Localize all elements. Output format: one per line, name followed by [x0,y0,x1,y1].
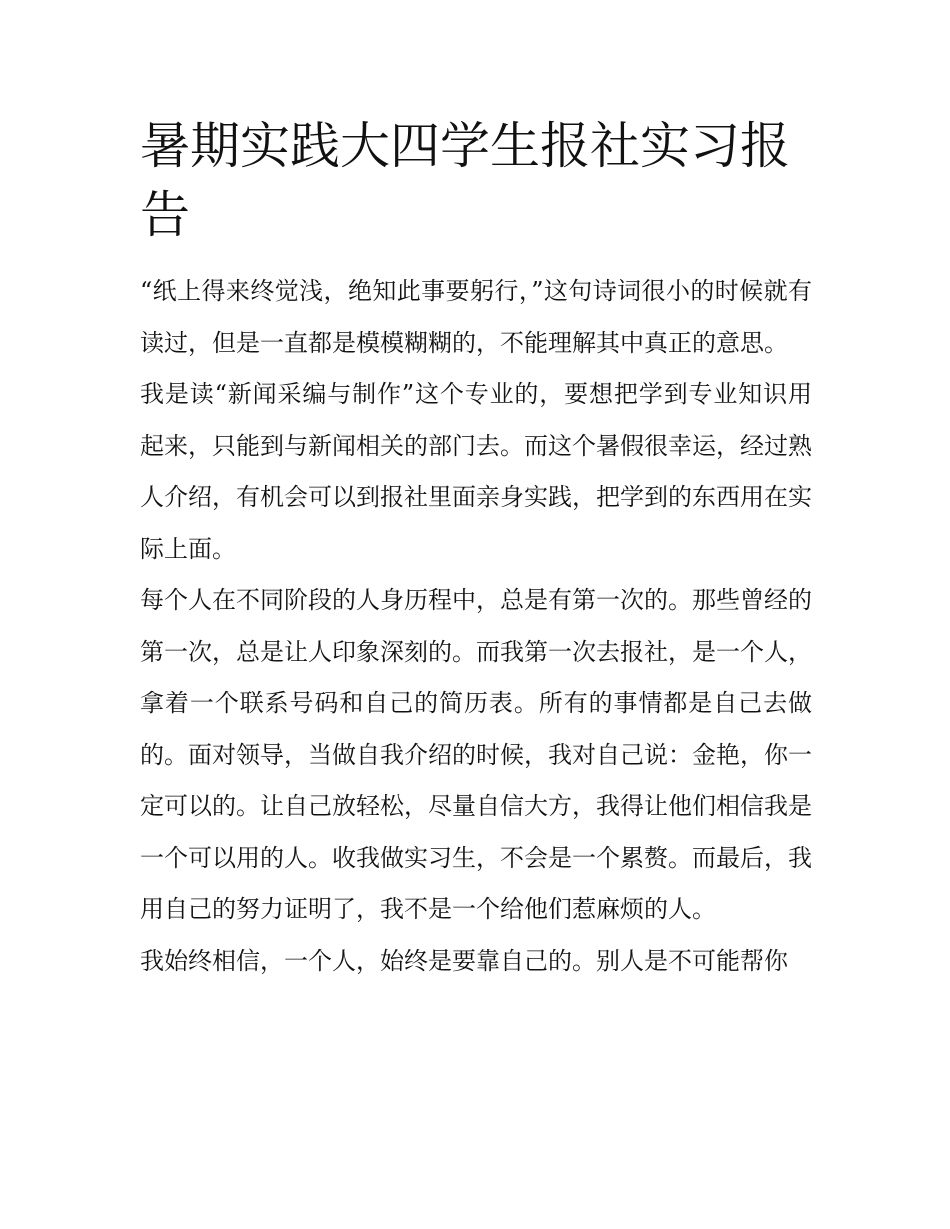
paragraph-1: “纸上得来终觉浅，绝知此事要躬行，”这句诗词很小的时候就有读过，但是一直都是模模糊糊的，不能理解其中真正的意思。 [140,277,812,357]
document-body [140,112,812,987]
paragraph-2: 我是读“新闻采编与制作”这个专业的，要想把学到专业知识用起来，只能到与新闻相关的部门去。而这个暑假很幸运，经过熟人介绍，有机会可以到报社里面亲身实践，把学到的东西用在实际上面。 [140,380,812,563]
paragraph-3: 每个人在不同阶段的人身历程中，总是有第一次的。那些曾经的第一次，总是让人印象深刻的。而我第一次去报社，是一个人，拿着一个联系号码和自己的简历表。所有的事情都是自己去做的。面对领导，当做自我介绍的时候，我对自己说：金艳，你一定可以的。让自己放轻松，尽量自信大方，我得让他们相信我是一个可以用的人。收我做实习生，不会是一个累赘。而最后，我用自己的努力证明了，我不是一个给他们惹麻烦的人。 [140,586,812,923]
document-title: 暑期实践大四学生报社实习报告 [140,117,790,244]
paragraph-4: 我始终相信，一个人，始终是要靠自己的。别人是不可能帮你 [140,946,788,975]
